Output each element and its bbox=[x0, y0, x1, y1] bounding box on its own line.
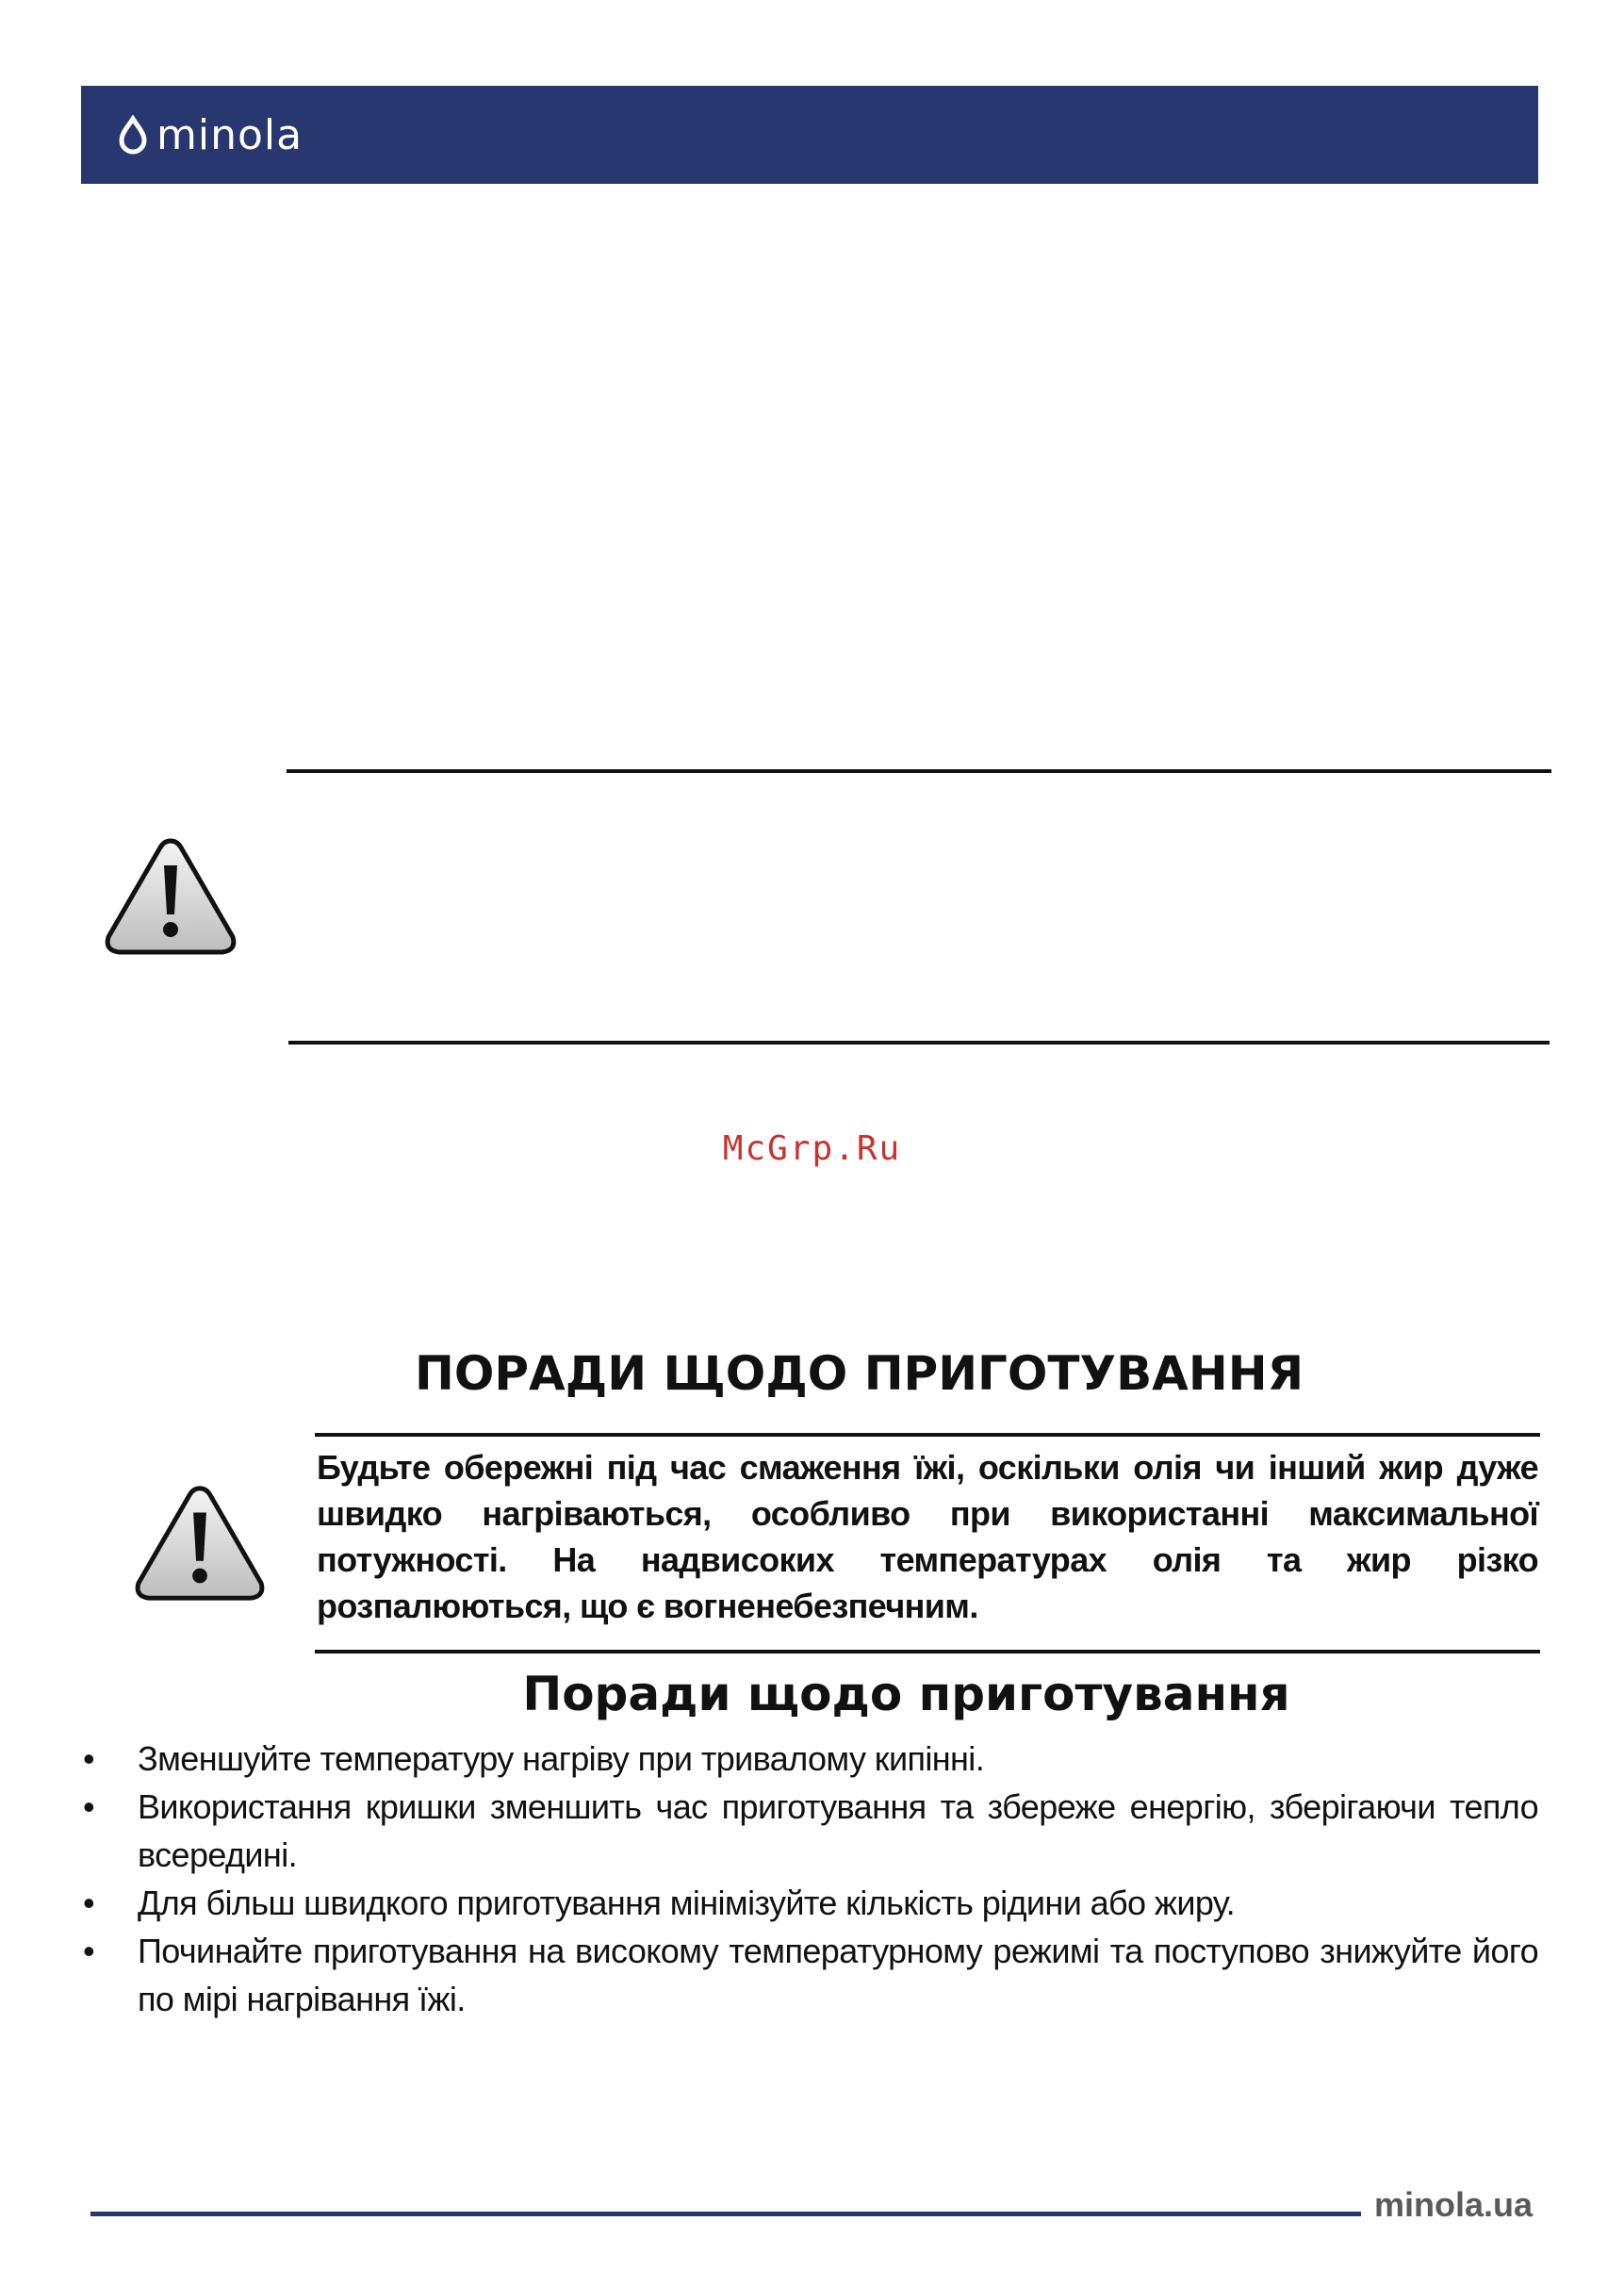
watermark: McGrp.Ru bbox=[722, 1129, 902, 1168]
footer-rule bbox=[90, 2212, 1361, 2216]
list-item-text: Починайте приготування на високому температурному режимі та поступово знижуйте його по мірі нагрівання їжі. bbox=[138, 1932, 1538, 2018]
list-item-text: Для більш швидкого приготування мінімізуйте кількість рідини або жиру. bbox=[138, 1884, 1236, 1922]
tips-title bbox=[0, 1667, 1624, 1721]
warning-box-top-rule bbox=[315, 1433, 1540, 1437]
list-item bbox=[81, 1879, 1538, 1927]
bullet: • bbox=[83, 1739, 95, 1778]
bullet: • bbox=[83, 1787, 95, 1826]
brand-name: minola bbox=[156, 110, 303, 159]
list-item bbox=[81, 1735, 1538, 1783]
warning-triangle-icon bbox=[132, 1482, 268, 1604]
warning-text: Будьте обережні під час смаження їжі, оскільки олія чи інший жир дуже швидко нагріваються, особливо при використанні максимальної потужності. На надвисоких температурах олія та жир різко розпалюються, що є вогненебезпечним. bbox=[317, 1448, 1538, 1625]
bullet: • bbox=[83, 1884, 95, 1922]
brand-logo[interactable] bbox=[117, 111, 303, 159]
tips-title-text: Поради щодо приготування bbox=[522, 1667, 1290, 1721]
bullet: • bbox=[83, 1932, 95, 1970]
drop-icon bbox=[117, 115, 149, 155]
warning-box-bottom-rule bbox=[315, 1650, 1540, 1654]
upper-box-bottom-rule bbox=[288, 1041, 1550, 1045]
footer-site-link[interactable]: minola.ua bbox=[1374, 2185, 1534, 2224]
upper-box-top-rule bbox=[287, 769, 1551, 773]
header-bar bbox=[81, 86, 1538, 184]
list-item-text: Використання кришки зменшить час приготування та збереже енергію, зберігаючи тепло всередині. bbox=[138, 1787, 1538, 1874]
section-title: ПОРАДИ ЩОДО ПРИГОТУВАННЯ bbox=[415, 1346, 1304, 1401]
list-item bbox=[81, 1783, 1538, 1879]
list-item bbox=[81, 1927, 1538, 2023]
warning-triangle-icon bbox=[102, 835, 239, 958]
tips-list bbox=[81, 1735, 1538, 2023]
list-item-text: Зменшуйте температуру нагріву при тривалому кипінні. bbox=[138, 1739, 985, 1778]
